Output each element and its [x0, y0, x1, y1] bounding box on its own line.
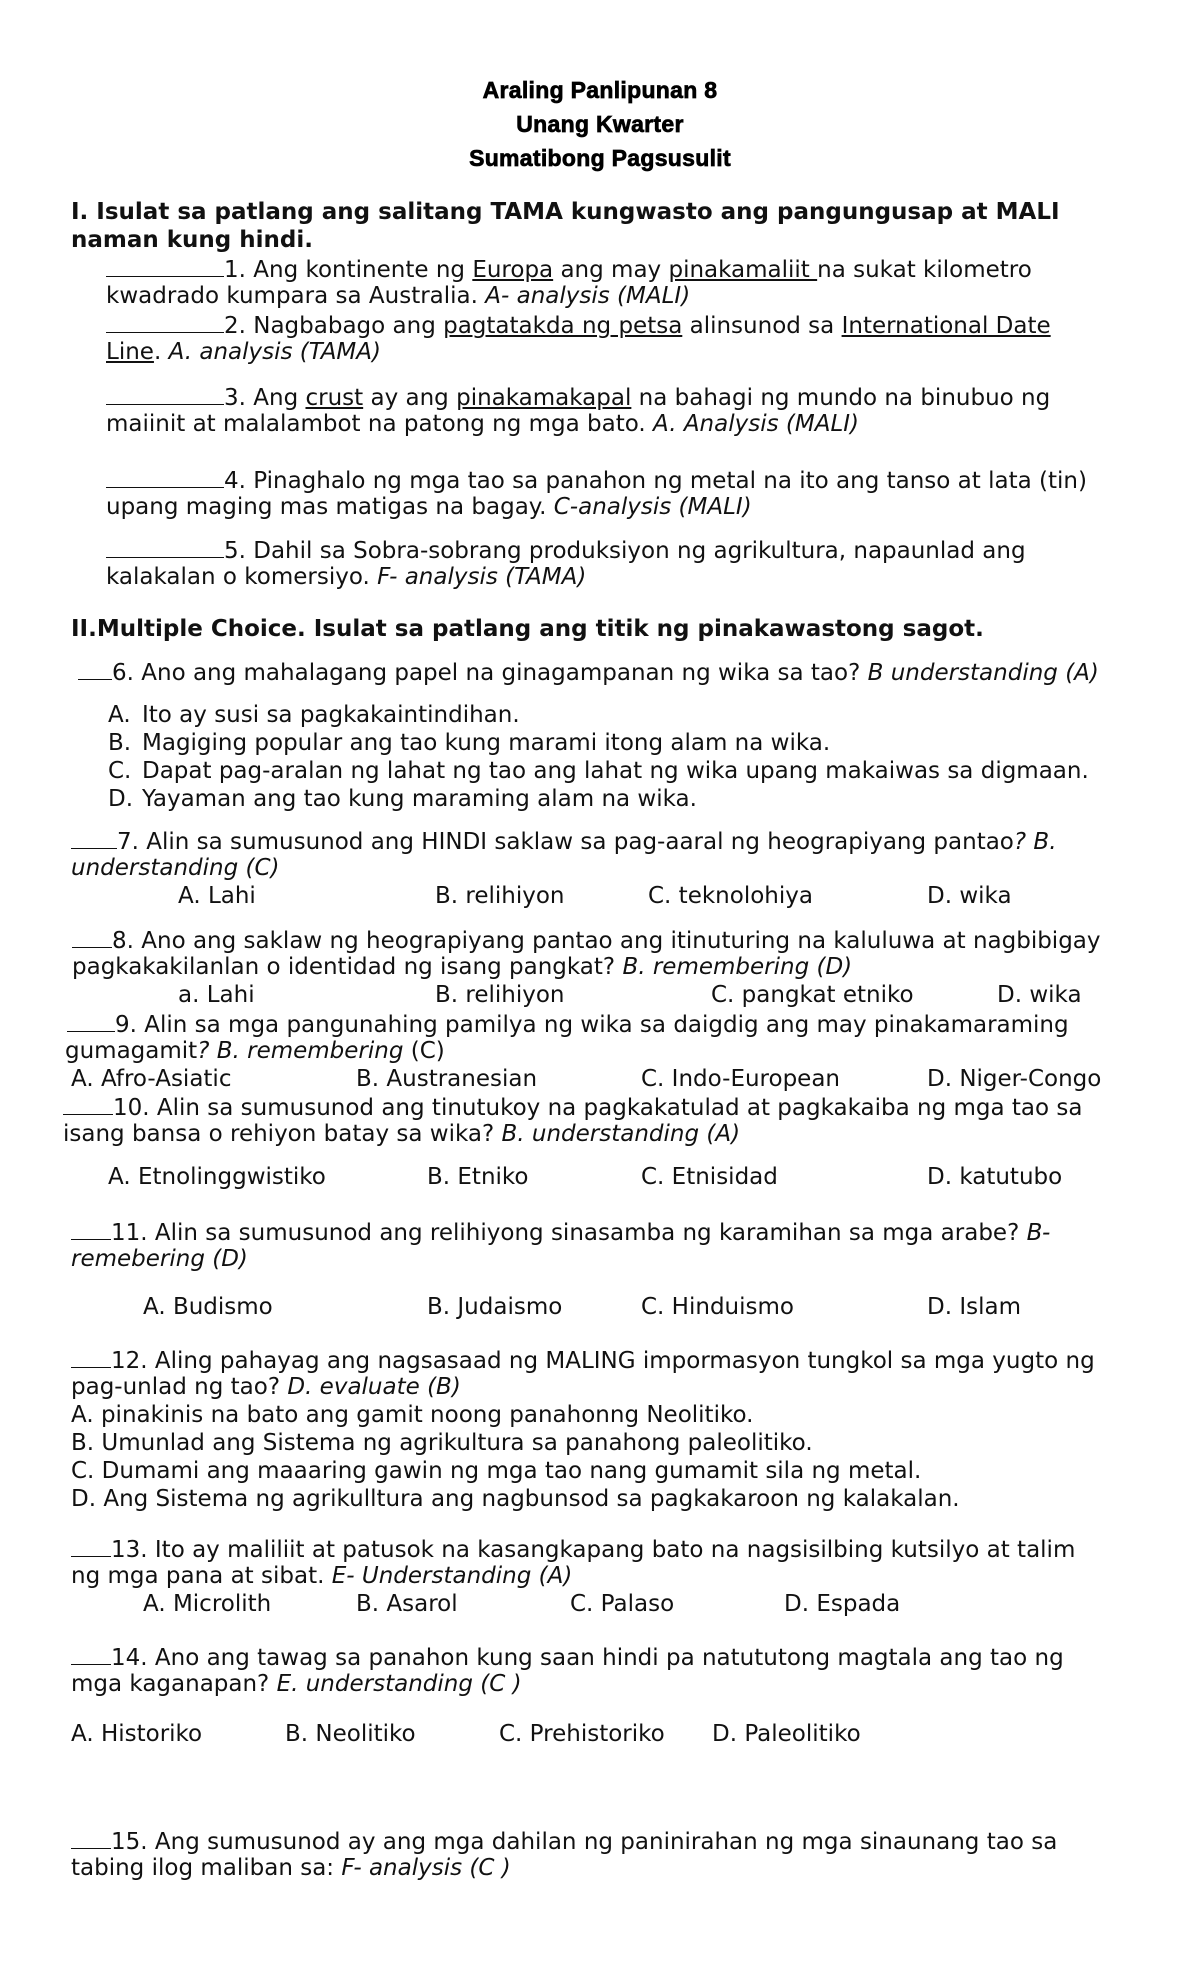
- choice: D. wika: [927, 883, 1012, 909]
- question-tag: C-analysis (MALI): [553, 494, 752, 520]
- choice-text: Yayaman ang tao kung maraming alam na wika.: [142, 786, 697, 812]
- answer-blank[interactable]: [106, 535, 224, 558]
- question-tag: B understanding (A): [867, 660, 1099, 686]
- exam-title: Sumatibong Pagsusulit: [469, 145, 731, 171]
- choice: A. Budismo: [143, 1294, 273, 1320]
- choice: B. relihiyon: [435, 982, 565, 1008]
- question-tag: F- analysis (C ): [341, 1855, 511, 1881]
- choice: a. Lahi: [178, 982, 255, 1008]
- part1-instruction-line1: I. Isulat sa patlang ang salitang TAMA kungwasto ang pangungusap at MALI: [71, 199, 1060, 225]
- choice: B. Asarol: [356, 1591, 458, 1617]
- answer-blank[interactable]: [71, 826, 117, 849]
- choice: A. pinakinis na bato ang gamit noong panahonng Neolitiko.: [71, 1402, 754, 1428]
- choice: C. Etnisidad: [641, 1164, 778, 1190]
- answer-blank[interactable]: [106, 465, 224, 488]
- choice: D. Niger-Congo: [927, 1066, 1102, 1092]
- part1-instruction-line2: naman kung hindi.: [71, 227, 313, 253]
- question-tag: A- analysis (MALI): [485, 283, 691, 309]
- question-tag: ? B. remembering: [197, 1038, 404, 1064]
- answer-blank[interactable]: [106, 310, 224, 333]
- choice: D. Paleolitiko: [712, 1721, 861, 1747]
- part1-instruction: [71, 198, 1171, 254]
- answer-blank[interactable]: [71, 1345, 111, 1368]
- choice: B. Etniko: [427, 1164, 529, 1190]
- choice: C. Dumami ang maaaring gawin ng mga tao nang gumamit sila ng metal.: [71, 1458, 922, 1484]
- choice: B. relihiyon: [435, 883, 565, 909]
- choice-text: Dapat pag-aralan ng lahat ng tao ang lahat ng wika upang makaiwas sa digmaan.: [142, 758, 1089, 784]
- question-tag: understanding (C): [71, 855, 280, 881]
- choice: A. Lahi: [178, 883, 256, 909]
- answer-blank[interactable]: [106, 382, 224, 405]
- question-tag: F- analysis (TAMA): [377, 564, 587, 590]
- answer-blank[interactable]: [71, 1534, 111, 1557]
- choice: A. Afro-Asiatic: [71, 1066, 232, 1092]
- choice: C. Palaso: [570, 1591, 675, 1617]
- answer-blank[interactable]: [106, 254, 224, 277]
- question-tag: A. analysis (TAMA): [168, 339, 381, 365]
- choice: C.: [108, 758, 132, 784]
- answer-blank[interactable]: [71, 1217, 111, 1240]
- question-tag: remebering (D): [71, 1246, 248, 1272]
- quarter-title: Unang Kwarter: [516, 111, 684, 137]
- answer-blank[interactable]: [78, 657, 112, 680]
- choice: D. Islam: [927, 1294, 1021, 1320]
- exam-page: Araling Panlipunan 8 Unang Kwarter Sumatibong Pagsusulit I. Isulat sa patlang ang salitang TAMA kungwasto ang pangungusap at MALI naman kung hindi. 1. Ang kontinente ng Europa ang may pinakamaliit na sukat kilometro kwadrado kumpara sa Australia. A- analysis (MALI) 2. Nagbabago ang pagtatakda ng petsa alinsunod sa International Date Line. A. analysis (TAMA) 3. Ang crust ay ang pinakamakapal na bahagi ng mundo na binubuo ng maiinit at malalambot na patong ng mga bato. A. Analysis (MALI) 4. Pinaghalo ng mga tao sa panahon ng metal na ito ang tanso at lata (tin) upang maging mas matigas na bagay. C-analysis (MALI) 5. Dahil sa Sobra-sobrang produksiyon ng agrikultura, napaunlad ang kalakalan o komersiyo. F- analysis (TAMA) II.Multiple Choice. Isulat sa patlang ang titik ng pinakawastong sagot. 6. Ano ang mahalagang papel na ginagampanan ng wika sa tao? B understanding (A) A. Ito ay susi sa pagkakaintindihan. B. Magiging popular ang tao kung marami itong alam na wika. C. Dapat pag-aralan ng lahat ng tao ang lahat ng wika upang makaiwas sa digmaan. D. Yayaman ang tao kung maraming alam na wika. 7. Alin sa sumusunod ang HINDI saklaw sa pag-aaral ng heograpiyang pantao? B. understanding (C) A. Lahi B. relihiyon C. teknolohiya D. wika 8. Ano ang saklaw ng heograpiyang pantao ang itinuturing na kaluluwa at nagbibigay pagkakakilanlan o identidad ng isang pangkat? B. remembering (D) a. Lahi B. relihiyon C. pangkat etniko D. wika 9. Alin sa mga pangunahing pamilya ng wika sa daigdig ang may pinakamaraming gumagamit? B. remembering (C) A. Afro-Asiatic B. Austranesian C. Indo-European D. Niger-Congo 10. Alin sa sumusunod ang tinutukoy na pagkakatulad at pagkakaiba ng mga tao sa isang bansa o rehiyon batay sa wika? B. understanding (A) A. Etnolinggwistiko B. Etniko C. Etnisidad D. katutubo 11. Alin sa sumusunod ang relihiyong sinasamba ng karamihan sa mga arabe? B- remebering (D) A. Budismo B. Judaismo C. Hinduismo D. Islam 12. Aling pahayag ang nagsasaad ng MALING impormasyon tungkol sa mga yugto ng pag-unlad ng tao? D. evaluate (B) A. pinakinis na bato ang gamit noong panahonng Neolitiko. B. Umunlad ang Sistema ng agrikultura sa panahong paleolitiko. C. Dumami ang maaaring gawin ng mga tao nang gumamit sila ng metal. D. Ang Sistema ng agrikulltura ang nagbunsod sa pagkakaroon ng kalakalan. 13. Ito ay maliliit at patusok na kasangkapang bato na nagsisilbing kutsilyo at talim ng mga pana at sibat. E- Understanding (A) A. Microlith B. Asarol C. Palaso D. Espada 14. Ano ang tawag sa panahon kung saan hindi pa natututong magtala ang tao ng mga kaganapan? E. understanding (C ) A. Historiko B. Neolitiko C. Prehistoriko D. Paleolitiko 15. Ang sumusunod ay ang mga dahilan ng paninirahan ng mga sinaunang tao sa tabing ilog maliban sa: F- analysis (C ): [0, 0, 1200, 1976]
- question-tag: D. evaluate (B): [287, 1374, 461, 1400]
- answer-blank[interactable]: [71, 1826, 111, 1849]
- question-tag: B. understanding (A): [501, 1121, 741, 1147]
- choice: B. Judaismo: [427, 1294, 563, 1320]
- choice: C. Prehistoriko: [499, 1721, 665, 1747]
- choice: D. Espada: [784, 1591, 901, 1617]
- question-tag: A. Analysis (MALI): [653, 411, 860, 437]
- question-tag: E- Understanding (A): [331, 1563, 573, 1589]
- answer-blank[interactable]: [71, 1642, 111, 1665]
- question-tag: B. remembering (D): [622, 954, 853, 980]
- choice: C. teknolohiya: [648, 883, 813, 909]
- question-tag: E. understanding (C ): [276, 1671, 522, 1697]
- choice: B.: [108, 730, 132, 756]
- choice: A. Microlith: [143, 1591, 272, 1617]
- answer-blank[interactable]: [67, 1009, 115, 1032]
- choice: B. Umunlad ang Sistema ng agrikultura sa panahong paleolitiko.: [71, 1430, 813, 1456]
- choice: C. pangkat etniko: [711, 982, 914, 1008]
- subject-title: Araling Panlipunan 8: [482, 77, 718, 103]
- choice: C. Hinduismo: [641, 1294, 794, 1320]
- choice: B. Neolitiko: [285, 1721, 416, 1747]
- choice: C. Indo-European: [641, 1066, 840, 1092]
- part2-instruction: II.Multiple Choice. Isulat sa patlang ang titik ng pinakawastong sagot.: [71, 616, 984, 642]
- choice-text: Ito ay susi sa pagkakaintindihan.: [142, 702, 520, 728]
- choice: D. wika: [997, 982, 1082, 1008]
- choice: D. katutubo: [927, 1164, 1063, 1190]
- choice: D.: [108, 786, 134, 812]
- choice: A. Historiko: [71, 1721, 203, 1747]
- choice: A.: [108, 702, 131, 728]
- answer-blank[interactable]: [63, 1092, 113, 1115]
- choice: B. Austranesian: [356, 1066, 538, 1092]
- answer-blank[interactable]: [72, 925, 112, 948]
- choice-text: Magiging popular ang tao kung marami itong alam na wika.: [142, 730, 831, 756]
- choice: A. Etnolinggwistiko: [108, 1164, 326, 1190]
- choice: D. Ang Sistema ng agrikulltura ang nagbunsod sa pagkakaroon ng kalakalan.: [71, 1486, 960, 1512]
